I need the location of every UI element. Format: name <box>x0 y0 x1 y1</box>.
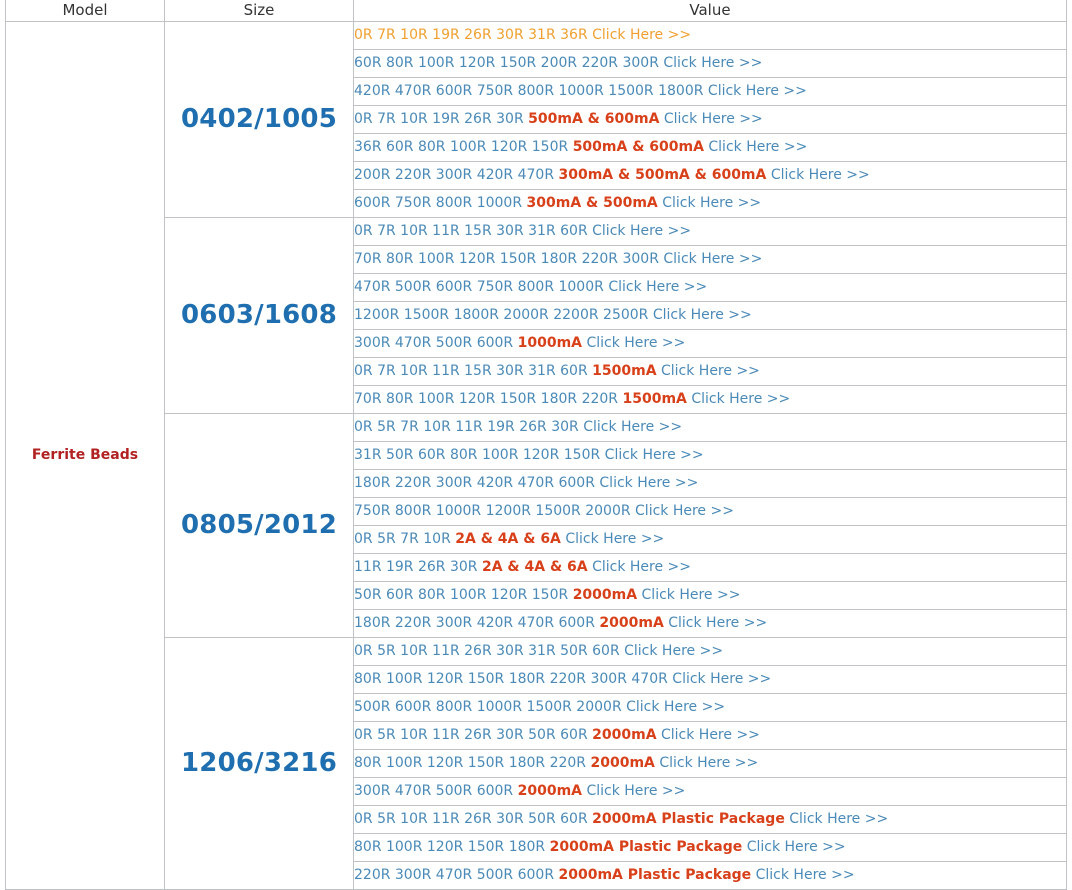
click-here-link[interactable]: Click Here >> <box>604 447 704 463</box>
click-here-link[interactable]: Click Here >> <box>635 503 734 519</box>
header-size: Size <box>165 0 354 21</box>
click-here-link[interactable]: Click Here >> <box>672 671 772 687</box>
current-rating: 1500mA <box>592 363 657 379</box>
resistance-values: 470R 500R 600R 750R 800R 1000R <box>354 279 604 295</box>
current-rating: 300mA & 500mA & 600mA <box>558 167 767 183</box>
resistance-values: 36R 60R 80R 100R 120R 150R <box>354 139 569 155</box>
value-cell <box>354 413 1067 441</box>
table-row <box>6 413 1067 441</box>
value-cell <box>354 385 1067 413</box>
click-here-link[interactable]: Click Here >> <box>586 335 686 351</box>
resistance-values: 420R 470R 600R 750R 800R 1000R 1500R 1800R <box>354 83 704 99</box>
resistance-values: 80R 100R 120R 150R 180R 220R 300R 470R <box>354 671 668 687</box>
click-here-link[interactable]: Click Here >> <box>652 307 752 323</box>
current-rating: 2A & 4A & 6A <box>455 531 561 547</box>
value-cell <box>354 161 1067 189</box>
ferrite-beads-table <box>5 0 1067 890</box>
click-here-link[interactable]: Click Here >> <box>592 559 692 575</box>
current-rating: 2000mA Plastic Package <box>592 811 785 827</box>
click-here-link[interactable]: Click Here >> <box>626 699 726 715</box>
value-cell <box>354 77 1067 105</box>
resistance-values: 0R 5R 10R 11R 26R 30R 50R 60R <box>354 727 588 743</box>
value-cell <box>354 469 1067 497</box>
current-rating: 2000mA <box>572 587 638 603</box>
table-row <box>6 217 1067 245</box>
value-cell <box>354 749 1067 777</box>
click-here-link[interactable]: Click Here >> <box>707 83 807 99</box>
click-here-link[interactable]: Click Here >> <box>746 839 846 855</box>
current-rating: 300mA & 500mA <box>526 195 658 211</box>
value-cell <box>354 133 1067 161</box>
click-here-link[interactable]: Click Here >> <box>624 643 724 659</box>
value-cell <box>354 665 1067 693</box>
current-rating: 2000mA <box>517 783 582 799</box>
value-cell <box>354 525 1067 553</box>
resistance-values: 180R 220R 300R 420R 470R 600R <box>354 475 595 491</box>
header-value: Value <box>354 0 1067 21</box>
table-row <box>6 21 1067 49</box>
resistance-values: 1200R 1500R 1800R 2000R 2200R 2500R <box>354 307 649 323</box>
value-cell <box>354 105 1067 133</box>
header-row <box>6 0 1067 21</box>
current-rating: 2000mA Plastic Package <box>549 839 743 855</box>
resistance-values: 80R 100R 120R 150R 180R 220R <box>354 755 587 771</box>
click-here-link[interactable]: Click Here >> <box>592 27 692 43</box>
current-rating: 500mA & 600mA <box>528 111 660 127</box>
click-here-link[interactable]: Click Here >> <box>662 195 762 211</box>
click-here-link[interactable]: Click Here >> <box>586 783 686 799</box>
value-cell <box>354 637 1067 665</box>
value-cell <box>354 553 1067 581</box>
value-cell <box>354 777 1067 805</box>
current-rating: 1500mA <box>622 391 687 407</box>
resistance-values: 0R 7R 10R 19R 26R 30R <box>354 111 524 127</box>
resistance-values: 220R 300R 470R 500R 600R <box>354 867 555 883</box>
value-cell <box>354 301 1067 329</box>
value-cell <box>354 49 1067 77</box>
resistance-values: 0R 5R 10R 11R 26R 30R 31R 50R 60R <box>354 643 620 659</box>
table-row <box>6 637 1067 665</box>
resistance-values: 0R 7R 10R 11R 15R 30R 31R 60R <box>354 223 588 239</box>
click-here-link[interactable]: Click Here >> <box>659 755 759 771</box>
click-here-link[interactable]: Click Here >> <box>565 531 665 547</box>
value-cell <box>354 189 1067 217</box>
click-here-link[interactable]: Click Here >> <box>691 391 791 407</box>
value-cell <box>354 693 1067 721</box>
click-here-link[interactable]: Click Here >> <box>660 727 760 743</box>
resistance-values: 180R 220R 300R 420R 470R 600R <box>354 615 595 631</box>
click-here-link[interactable]: Click Here >> <box>755 867 855 883</box>
resistance-values: 0R 5R 7R 10R <box>354 531 451 547</box>
value-cell <box>354 357 1067 385</box>
value-cell <box>354 217 1067 245</box>
click-here-link[interactable]: Click Here >> <box>668 615 768 631</box>
resistance-values: 0R 7R 10R 11R 15R 30R 31R 60R <box>354 363 588 379</box>
value-cell <box>354 805 1067 833</box>
value-cell <box>354 861 1067 889</box>
value-cell <box>354 497 1067 525</box>
current-rating: 1000mA <box>517 335 582 351</box>
size-cell: 0603/1608 <box>165 217 354 413</box>
resistance-values: 0R 5R 7R 10R 11R 19R 26R 30R <box>354 419 579 435</box>
current-rating: 2000mA <box>590 755 655 771</box>
click-here-link[interactable]: Click Here >> <box>770 167 870 183</box>
value-cell <box>354 441 1067 469</box>
current-rating: 2000mA Plastic Package <box>558 867 752 883</box>
resistance-values: 200R 220R 300R 420R 470R <box>354 167 555 183</box>
size-cell: 0805/2012 <box>165 413 354 637</box>
resistance-values: 31R 50R 60R 80R 100R 120R 150R <box>354 447 601 463</box>
value-cell <box>354 721 1067 749</box>
resistance-values: 50R 60R 80R 100R 120R 150R <box>354 587 569 603</box>
resistance-values: 11R 19R 26R 30R <box>354 559 478 575</box>
value-cell <box>354 245 1067 273</box>
click-here-link[interactable]: Click Here >> <box>663 55 763 71</box>
resistance-values: 80R 100R 120R 150R 180R <box>354 839 546 855</box>
size-cell: 0402/1005 <box>165 21 354 217</box>
click-here-link[interactable]: Click Here >> <box>789 811 889 827</box>
resistance-values: 500R 600R 800R 1000R 1500R 2000R <box>354 699 622 715</box>
click-here-link[interactable]: Click Here >> <box>663 251 763 267</box>
resistance-values: 300R 470R 500R 600R <box>354 783 514 799</box>
click-here-link[interactable]: Click Here >> <box>592 223 692 239</box>
click-here-link[interactable]: Click Here >> <box>663 111 763 127</box>
resistance-values: 0R 5R 10R 11R 26R 30R 50R 60R <box>354 811 588 827</box>
resistance-values: 70R 80R 100R 120R 150R 180R 220R 300R <box>354 251 659 267</box>
click-here-link[interactable]: Click Here >> <box>599 475 699 491</box>
resistance-values: 300R 470R 500R 600R <box>354 335 514 351</box>
current-rating: 500mA & 600mA <box>572 139 704 155</box>
value-cell <box>354 329 1067 357</box>
value-cell <box>354 581 1067 609</box>
click-here-link[interactable]: Click Here >> <box>708 139 808 155</box>
click-here-link[interactable]: Click Here >> <box>660 363 760 379</box>
current-rating: 2000mA <box>592 727 657 743</box>
click-here-link[interactable]: Click Here >> <box>608 279 708 295</box>
model-cell: Ferrite Beads <box>6 21 165 889</box>
resistance-values: 60R 80R 100R 120R 150R 200R 220R 300R <box>354 55 659 71</box>
size-cell: 1206/3216 <box>165 637 354 889</box>
current-rating: 2A & 4A & 6A <box>481 559 588 575</box>
resistance-values: 0R 7R 10R 19R 26R 30R 31R 36R <box>354 27 588 43</box>
click-here-link[interactable]: Click Here >> <box>583 419 683 435</box>
resistance-values: 750R 800R 1000R 1200R 1500R 2000R <box>354 503 631 519</box>
value-cell <box>354 833 1067 861</box>
resistance-values: 70R 80R 100R 120R 150R 180R 220R <box>354 391 619 407</box>
resistance-values: 600R 750R 800R 1000R <box>354 195 523 211</box>
table-body <box>6 21 1067 889</box>
value-cell <box>354 21 1067 49</box>
value-cell <box>354 273 1067 301</box>
current-rating: 2000mA <box>599 615 664 631</box>
value-cell <box>354 609 1067 637</box>
header-model: Model <box>6 0 165 21</box>
click-here-link[interactable]: Click Here >> <box>641 587 741 603</box>
